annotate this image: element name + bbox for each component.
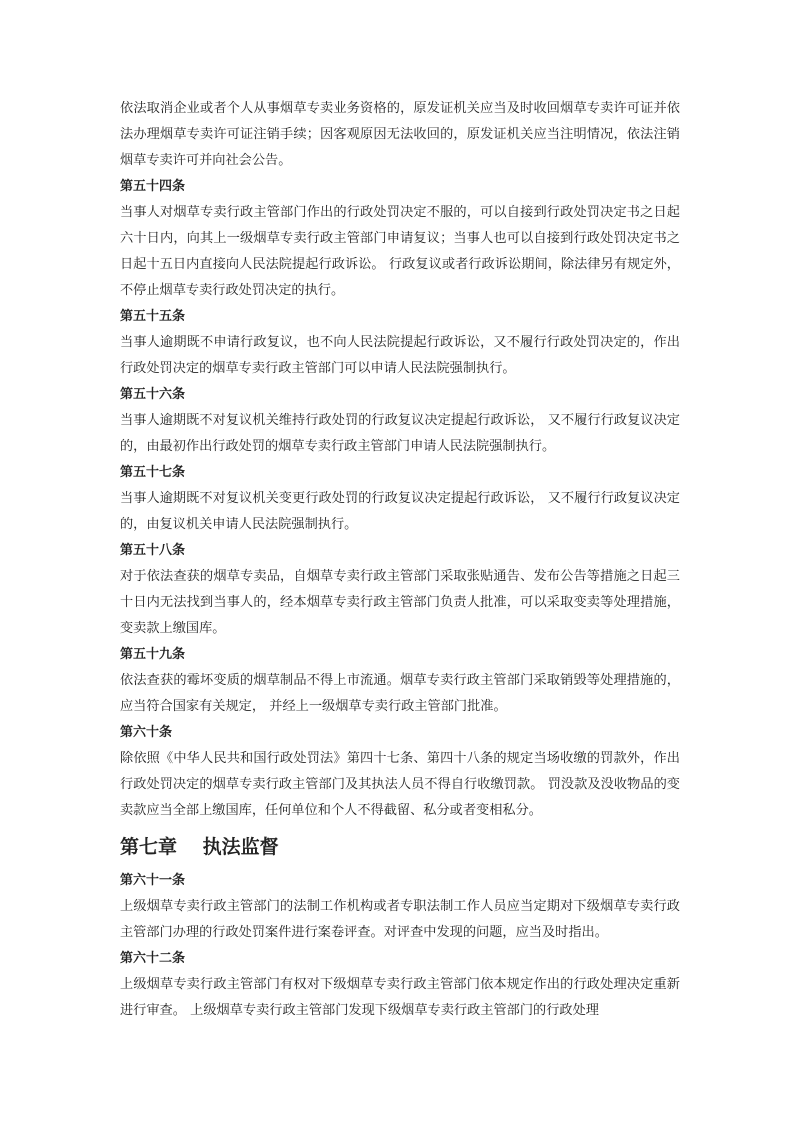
paragraph: 依法查获的霉坏变质的烟草制品不得上市流通。烟草专卖行政主管部门采取销毁等处理措施的，应当符合国家有关规定， 并经上一级烟草专卖行政主管部门批准。 [120,673,680,714]
paragraph: 除依照《中华人民共和国行政处罚法》第四十七条、第四十八条的规定当场收缴的罚款外，作出行政处罚决定的烟草专卖行政主管部门及其执法人员不得自行收缴罚款。 罚没款及没收物品的变卖款应当全部上缴国库，任何单位和个人不得截留、私分或者变相私分。 [120,751,680,818]
article-heading: 第五十七条 [120,465,186,480]
article-heading: 第五十九条 [120,647,186,662]
paragraph: 当事人逾期既不对复议机关变更行政处罚的行政复议决定提起行政诉讼， 又不履行行政复议决定的，由复议机关申请人民法院强制执行。 [120,491,680,532]
paragraph: 上级烟草专卖行政主管部门有权对下级烟草专卖行政主管部门依本规定作出的行政处理决定重新进行审查。 上级烟草专卖行政主管部门发现下级烟草专卖行政主管部门的行政处理 [120,977,680,1018]
chapter-heading: 第七章 执法监督 [120,836,279,858]
paragraph: 当事人对烟草专卖行政主管部门作出的行政处罚决定不服的，可以自接到行政处罚决定书之日起六十日内，向其上一级烟草专卖行政主管部门申请复议；当事人也可以自接到行政处罚决定书之日起十五日内直接向人民法院提起行政诉讼。 行政复议或者行政诉讼期间，除法律另有规定外，不停止烟草专卖行政处罚决定的执行。 [120,205,680,298]
paragraph: 当事人逾期既不申请行政复议，也不向人民法院提起行政诉讼，又不履行行政处罚决定的，作出行政处罚决定的烟草专卖行政主管部门可以申请人民法院强制执行。 [120,335,680,376]
paragraph: 依法取消企业或者个人从事烟草专卖业务资格的，原发证机关应当及时收回烟草专卖许可证并依法办理烟草专卖许可证注销手续；因客观原因无法收回的，原发证机关应当注明情况，依法注销烟草专卖许可并向社会公告。 [120,101,680,168]
document-page [120,96,680,1024]
article-heading: 第五十八条 [120,543,186,558]
article-heading: 第六十二条 [120,951,186,966]
paragraph: 当事人逾期既不对复议机关维持行政处罚的行政复议决定提起行政诉讼， 又不履行行政复议决定的，由最初作出行政处罚的烟草专卖行政主管部门申请人民法院强制执行。 [120,413,680,454]
paragraph: 对于依法查获的烟草专卖品，自烟草专卖行政主管部门采取张贴通告、发布公告等措施之日起三十日内无法找到当事人的，经本烟草专卖行政主管部门负责人批准，可以采取变卖等处理措施，变卖款上缴国库。 [120,569,680,636]
article-heading: 第六十条 [120,725,173,740]
article-heading: 第五十六条 [120,387,186,402]
article-heading: 第五十四条 [120,179,186,194]
article-heading: 第六十一条 [120,873,186,888]
article-heading: 第五十五条 [120,309,186,324]
paragraph: 上级烟草专卖行政主管部门的法制工作机构或者专职法制工作人员应当定期对下级烟草专卖行政主管部门办理的行政处罚案件进行案卷评查。对评查中发现的问题，应当及时指出。 [120,899,680,940]
